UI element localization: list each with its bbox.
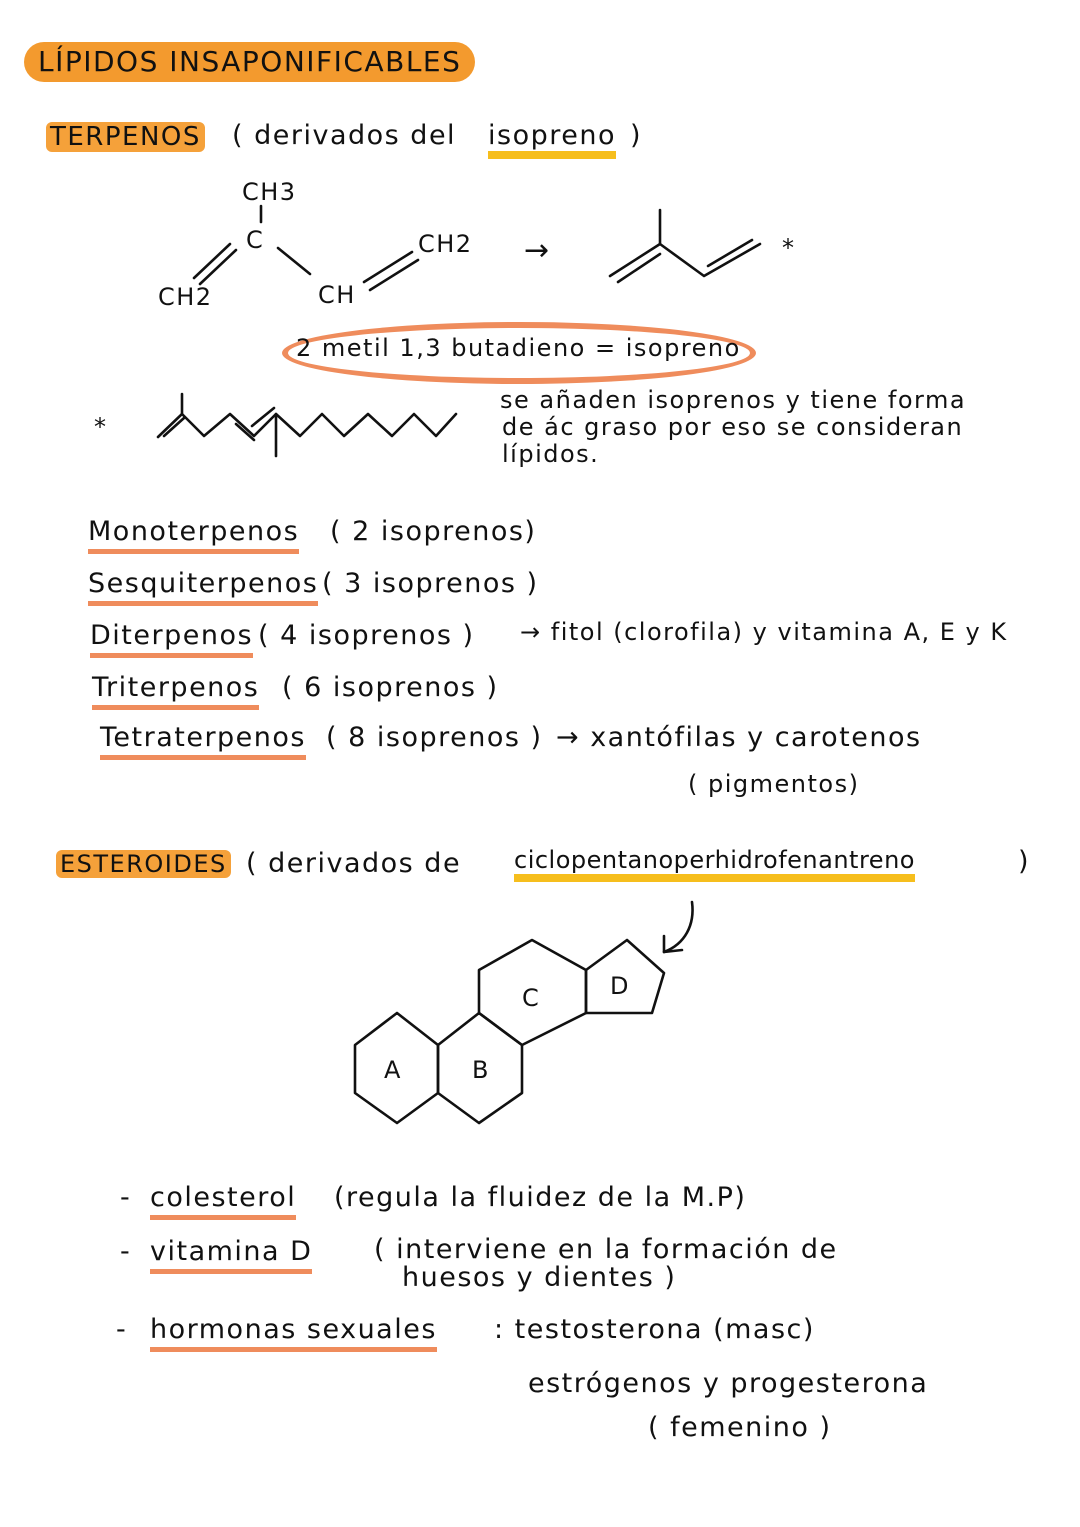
ring-label-a: A: [384, 1056, 402, 1084]
item-dash: -: [120, 1182, 132, 1213]
esteroides-paren-close: ): [1018, 846, 1031, 877]
note-line-1: se añaden isoprenos y tiene forma: [500, 386, 967, 414]
label-ch2-right: CH2: [418, 230, 473, 258]
item-dash: -: [116, 1314, 128, 1345]
item-desc: : testosterona (masc): [494, 1314, 815, 1345]
ring-a: [355, 1013, 438, 1123]
terpenos-heading: TERPENOS: [46, 122, 205, 152]
item-desc: ( interviene en la formación de: [374, 1234, 838, 1265]
compound-arrow: [664, 902, 693, 952]
item-name: hormonas sexuales: [150, 1316, 437, 1352]
ring-c: [479, 940, 586, 1045]
type-name: Monoterpenos: [88, 518, 299, 554]
label-ch3: CH3: [242, 178, 297, 206]
asterisk-chain: *: [94, 413, 108, 441]
steroid-compound: ciclopentanoperhidrofenantreno: [514, 848, 915, 882]
label-ch: CH: [318, 281, 356, 309]
type-count: ( 4 isoprenos ): [258, 620, 475, 651]
note-line-2: de ác graso por eso se consideran: [502, 413, 964, 441]
terpenos-paren-close: ): [630, 120, 643, 151]
isopreno-word: isopreno: [488, 122, 616, 159]
item-name: colesterol: [150, 1184, 296, 1220]
pigment-note: ( pigmentos): [688, 770, 860, 798]
item-desc-3: ( femenino ): [648, 1412, 832, 1443]
type-count: ( 2 isoprenos): [330, 516, 537, 547]
item-dash: -: [120, 1236, 132, 1267]
isoprene-name: 2 metil 1,3 butadieno = isopreno: [296, 334, 741, 362]
type-name: Sesquiterpenos: [88, 570, 318, 606]
bond-c-ch: [278, 248, 310, 274]
asterisk-top: *: [782, 234, 796, 262]
item-name: vitamina D: [150, 1238, 312, 1274]
ring-label-b: B: [472, 1056, 490, 1084]
type-count: ( 6 isoprenos ): [282, 672, 499, 703]
terpenos-paren-open: ( derivados del: [232, 120, 457, 151]
note-line-3: lípidos.: [502, 440, 600, 468]
esteroides-paren-open: ( derivados de: [246, 848, 462, 879]
isoprene-arrow: →: [524, 233, 551, 268]
type-name: Diterpenos: [90, 622, 253, 658]
chain-double-3: [252, 408, 274, 426]
ring-b: [438, 1013, 522, 1123]
label-c: C: [246, 226, 265, 254]
esteroides-heading: ESTEROIDES: [56, 850, 231, 878]
ring-label-d: D: [610, 972, 630, 1000]
type-extra: → fitol (clorofila) y vitamina A, E y K: [520, 618, 1008, 646]
ring-d: [586, 940, 664, 1013]
type-extra: → xantófilas y carotenos: [556, 722, 922, 753]
item-desc-2: estrógenos y progesterona: [528, 1368, 929, 1399]
page-title: LÍPIDOS INSAPONIFICABLES: [24, 42, 475, 82]
type-name: Triterpenos: [92, 674, 259, 710]
terpene-chain: [158, 414, 456, 437]
type-count: ( 8 isoprenos ): [326, 722, 543, 753]
type-count: ( 3 isoprenos ): [322, 568, 539, 599]
item-desc-2: huesos y dientes ): [402, 1262, 677, 1293]
ring-label-c: C: [522, 984, 541, 1012]
item-desc: (regula la fluidez de la M.P): [334, 1182, 747, 1213]
type-name: Tetraterpenos: [100, 724, 306, 760]
label-ch2-left: CH2: [158, 283, 213, 311]
